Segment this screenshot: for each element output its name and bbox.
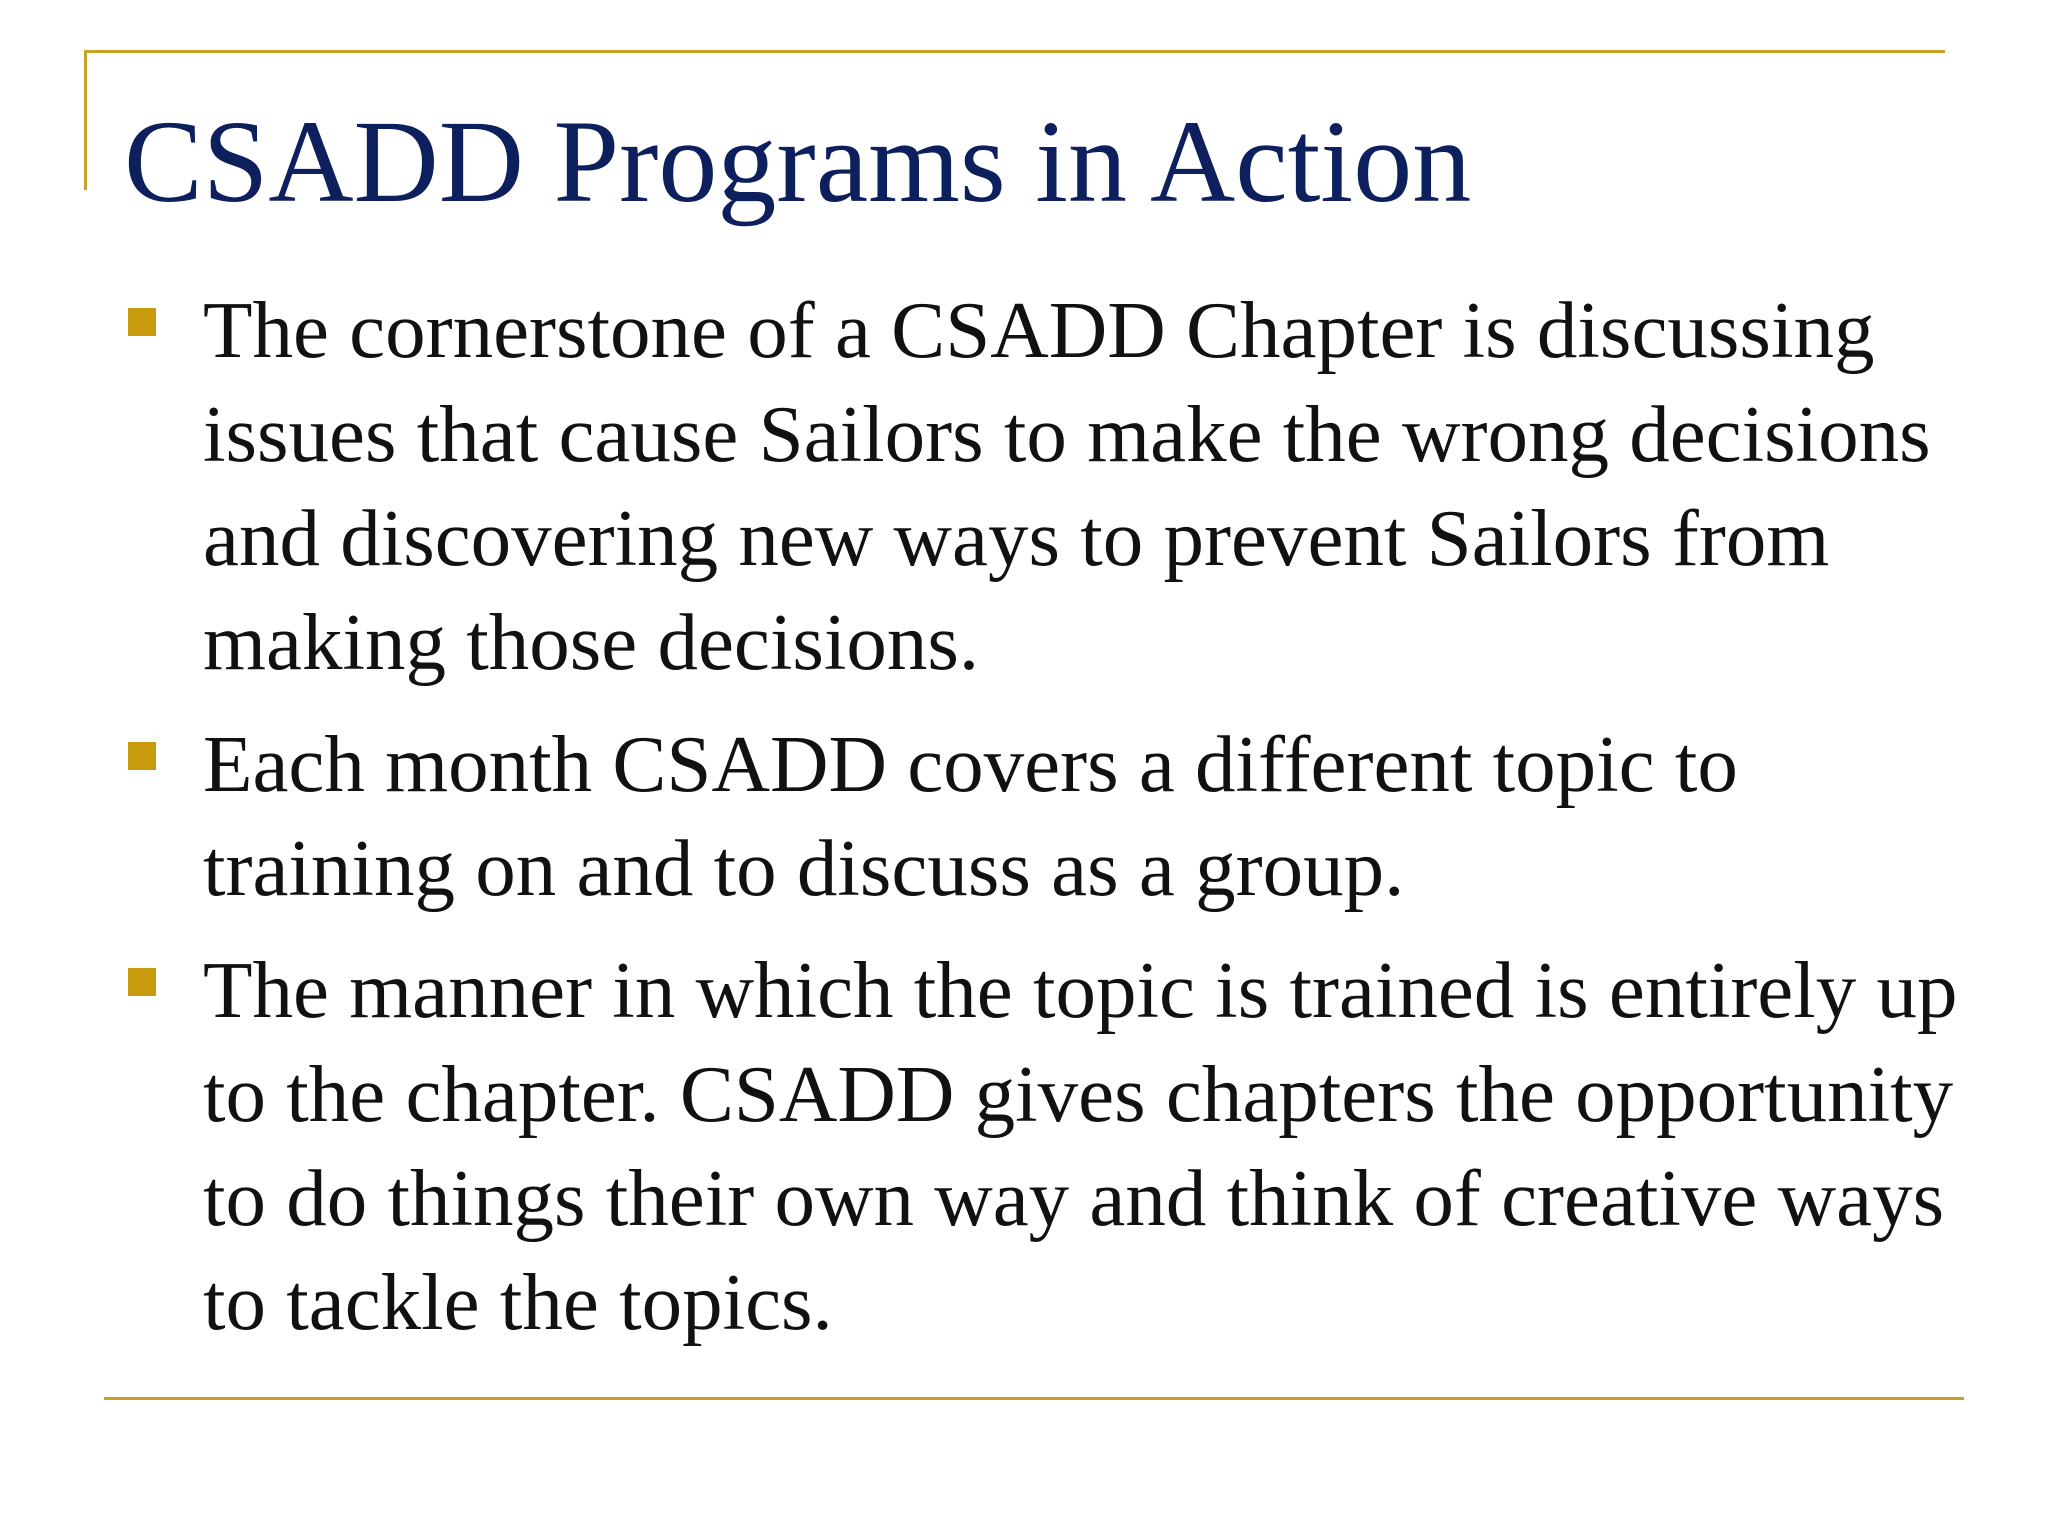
bullet-item [128, 278, 1958, 694]
left-accent-rule [84, 50, 87, 190]
square-bullet-icon [128, 742, 156, 770]
bullet-text: The cornerstone of a CSADD Chapter is discussing issues that cause Sailors to make the wrong decisions and discovering new ways to prevent Sailors from making those decisions. [203, 285, 1931, 687]
square-bullet-icon [128, 968, 156, 996]
square-bullet-icon [128, 308, 156, 336]
bullet-item [128, 938, 1958, 1354]
bullet-item [128, 712, 1958, 920]
bottom-accent-rule [104, 1397, 1964, 1400]
slide-title: CSADD Programs in Action [124, 96, 1472, 227]
bullet-text: Each month CSADD covers a different topic to training on and to discuss as a group. [203, 719, 1738, 913]
top-accent-rule [84, 50, 1945, 53]
bullet-list [128, 278, 1958, 1372]
bullet-text: The manner in which the topic is trained is entirely up to the chapter. CSADD gives chapters the opportunity to do things their own way and think of creative ways to tackle the topics. [203, 945, 1958, 1347]
